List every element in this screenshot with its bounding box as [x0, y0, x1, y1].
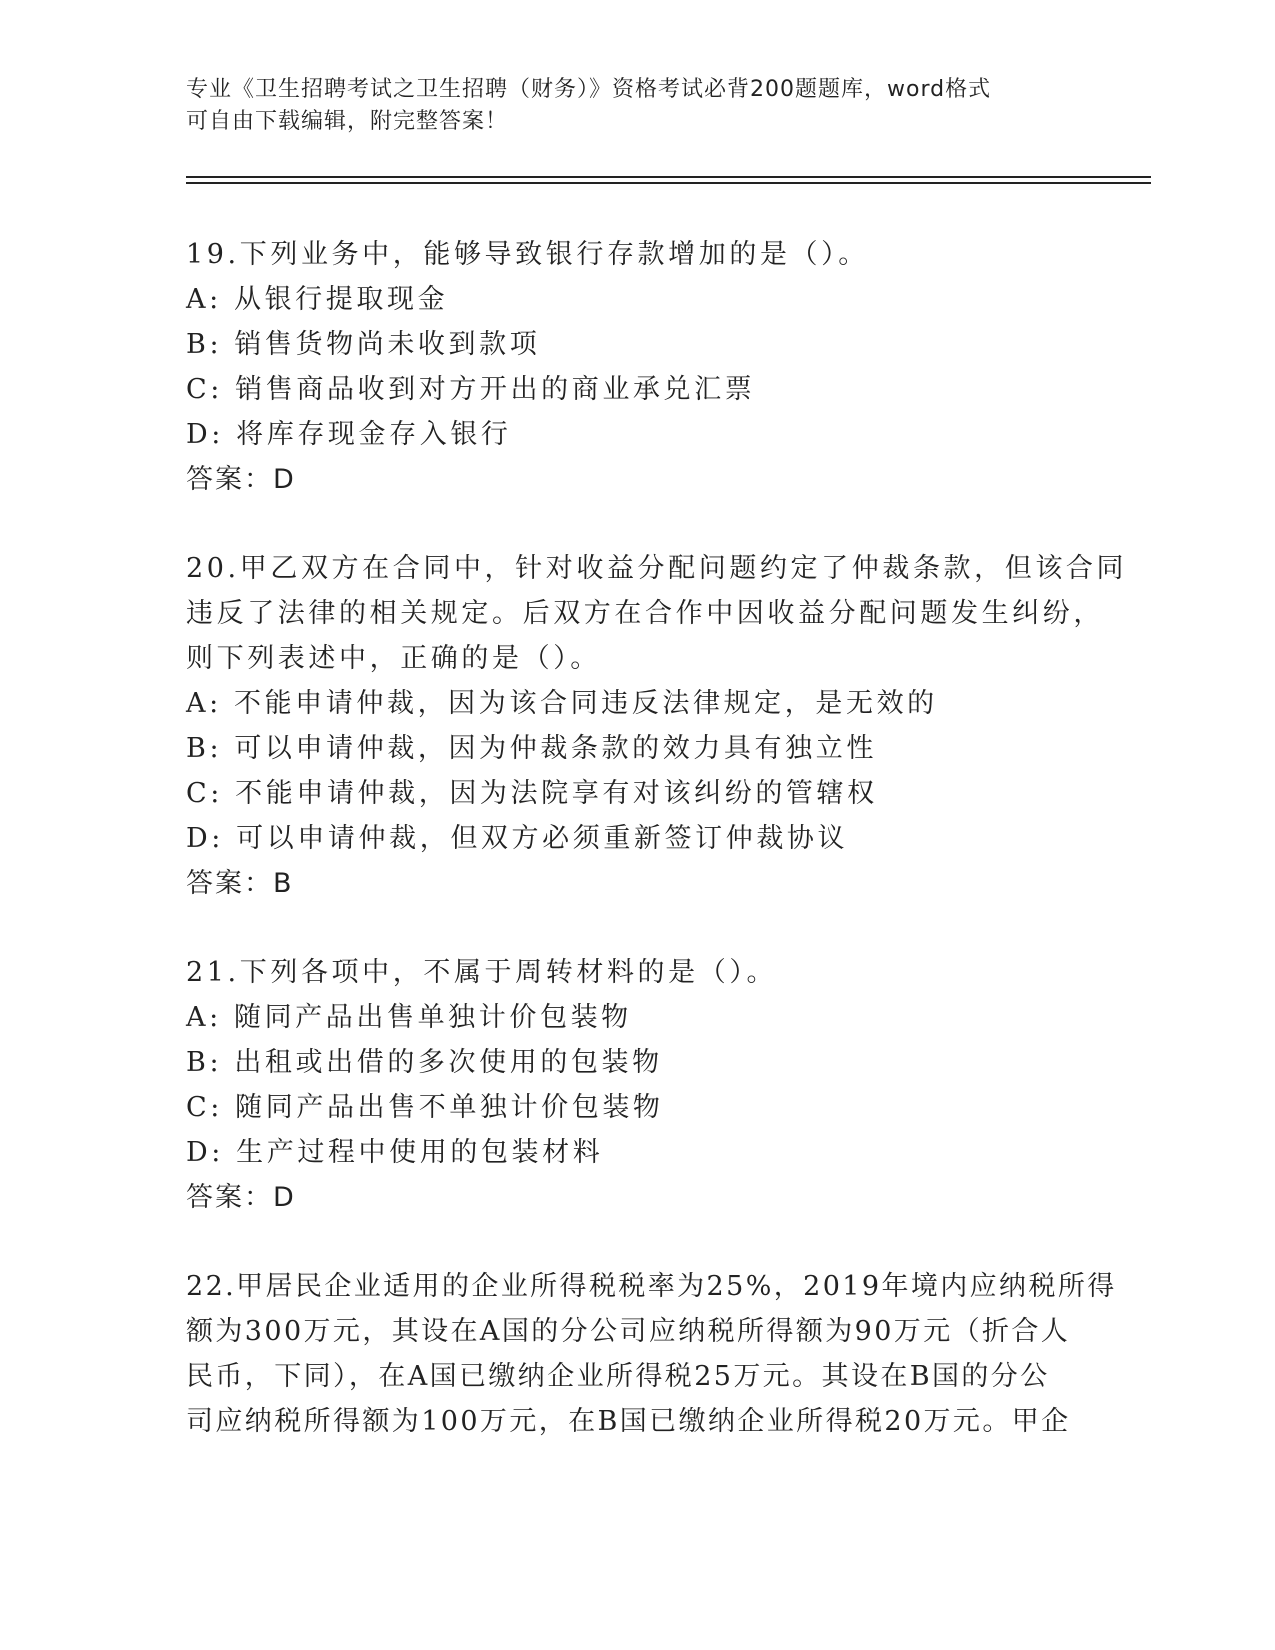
header-divider [186, 176, 1151, 178]
option-c: C: 随同产品出售不单独计价包装物 [186, 1092, 664, 1123]
option-d: D: 生产过程中使用的包装材料 [186, 1137, 604, 1168]
question-21 [186, 950, 1086, 1220]
question-stem: 22.甲居民企业适用的企业所得税税率为25%，2019年境内应纳税所得 [186, 1271, 1117, 1302]
question-stem: 违反了法律的相关规定。后双方在合作中因收益分配问题发生纠纷， [186, 598, 1104, 629]
question-20 [186, 546, 1128, 906]
option-b: B: 出租或出借的多次使用的包装物 [186, 1047, 663, 1078]
option-c: C: 不能申请仲裁，因为法院享有对该纠纷的管辖权 [186, 778, 878, 809]
question-stem: 则下列表述中，正确的是（）。 [186, 643, 601, 674]
option-c: C: 销售商品收到对方开出的商业承兑汇票 [186, 374, 756, 405]
option-a: A: 不能申请仲裁，因为该合同违反法律规定，是无效的 [186, 688, 938, 719]
option-b: B: 可以申请仲裁，因为仲裁条款的效力具有独立性 [186, 733, 877, 764]
answer: 答案：D [186, 464, 296, 495]
question-stem: 民币，下同），在A国已缴纳企业所得税25万元。其设在B国的分公 [186, 1361, 1050, 1392]
answer: 答案：D [186, 1182, 296, 1213]
option-d: D: 将库存现金存入银行 [186, 419, 512, 450]
option-d: D: 可以申请仲裁，但双方必须重新签订仲裁协议 [186, 823, 849, 854]
header-line: 专业《卫生招聘考试之卫生招聘（财务）》资格考试必背200题题库，word格式 [186, 77, 992, 102]
option-b: B: 销售货物尚未收到款项 [186, 329, 541, 360]
header-divider [186, 182, 1151, 184]
question-stem: 司应纳税所得额为100万元，在B国已缴纳企业所得税20万元。甲企 [186, 1406, 1071, 1437]
question-list [186, 232, 1128, 1488]
option-a: A: 从银行提取现金 [186, 284, 449, 315]
question-22 [186, 1264, 1117, 1444]
option-a: A: 随同产品出售单独计价包装物 [186, 1002, 632, 1033]
header-line: 可自由下载编辑，附完整答案！ [186, 109, 509, 134]
question-stem: 额为300万元，其设在A国的分公司应纳税所得额为90万元（折合人 [186, 1316, 1071, 1347]
question-stem: 19.下列业务中，能够导致银行存款增加的是（）。 [186, 239, 869, 270]
answer: 答案：B [186, 868, 294, 899]
question-stem: 21.下列各项中，不属于周转材料的是（）。 [186, 957, 778, 988]
question-stem: 20.甲乙双方在合同中，针对收益分配问题约定了仲裁条款，但该合同 [186, 553, 1128, 584]
question-19 [186, 232, 1086, 502]
document-header [186, 74, 1066, 138]
